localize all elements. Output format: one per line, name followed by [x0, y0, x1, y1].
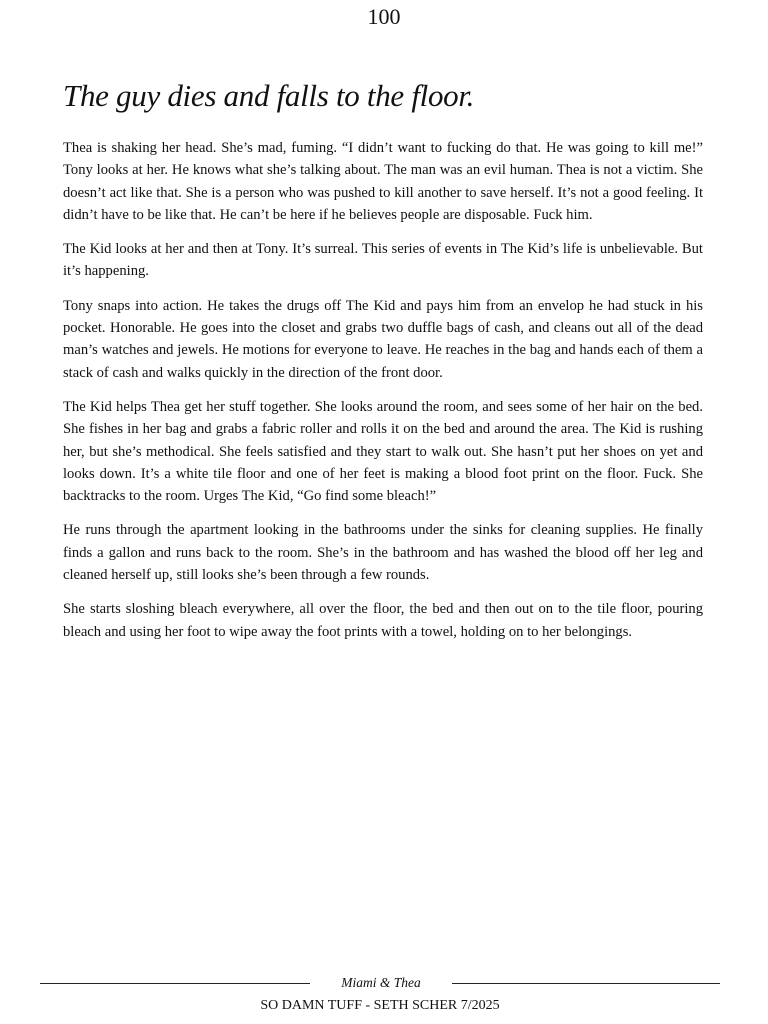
paragraph: Thea is shaking her head. She’s mad, fuming. “I didn’t want to fucking do that. He was going to kill me!” Tony looks at her. He knows what she’s talking about. The man was an evil human. Thea is not a victim. She doesn’t act like that. She is a person who was pushed to kill another to save herself. It’s not a good feeling. It didn’t have to be like that. He can’t be here if he believes people are disposable. Fuck him.	[63, 140, 703, 223]
footer-rule-right	[452, 983, 720, 984]
footer-credit: SO DAMN TUFF - SETH SCHER 7/2025	[260, 998, 500, 1013]
footer-rule-left	[40, 983, 310, 984]
body-text	[63, 137, 703, 655]
paragraph: Tony snaps into action. He takes the drugs off The Kid and pays him from an envelop he had stuck in his pocket. Honorable. He goes into the closet and grabs two duffle bags of cash, and cleans out all of the dead man’s watches and jewels. He motions for everyone to leave. He reaches in the bag and hands each of them a stack of cash and walks quickly in the direction of the front door.	[63, 297, 703, 381]
footer-title: Miami & Thea	[341, 975, 421, 990]
paragraph: He runs through the apartment looking in the bathrooms under the sinks for cleaning supplies. He finally finds a gallon and runs back to the room. She’s in the bathroom and has washed the blood off her leg and cleaned herself up, still looks she’s been through a few rounds.	[63, 522, 703, 584]
paragraph: She starts sloshing bleach everywhere, all over the floor, the bed and then out on to the tile floor, pouring bleach and using her foot to wipe away the foot prints with a towel, holding on to her belongings.	[63, 601, 703, 640]
paragraph: The Kid looks at her and then at Tony. It’s surreal. This series of events in The Kid’s life is unbelievable. But it’s happening.	[63, 241, 703, 280]
scene-heading: The guy dies and falls to the floor.	[63, 78, 475, 113]
page-footer	[40, 972, 720, 1022]
paragraph: The Kid helps Thea get her stuff together. She looks around the room, and sees some of her hair on the bed. She fishes in her bag and grabs a fabric roller and rolls it on the bed and around the area. The Kid is rushing her, but she’s methodical. She feels satisfied and they start to walk out. She hasn’t put her shoes on yet and looks down. It’s a white tile floor and one of her feet is making a blood foot print on the floor. Fuck. She backtracks to the room. Urges The Kid, “Go find some bleach!”	[63, 398, 703, 505]
page-number: 100	[367, 4, 401, 29]
